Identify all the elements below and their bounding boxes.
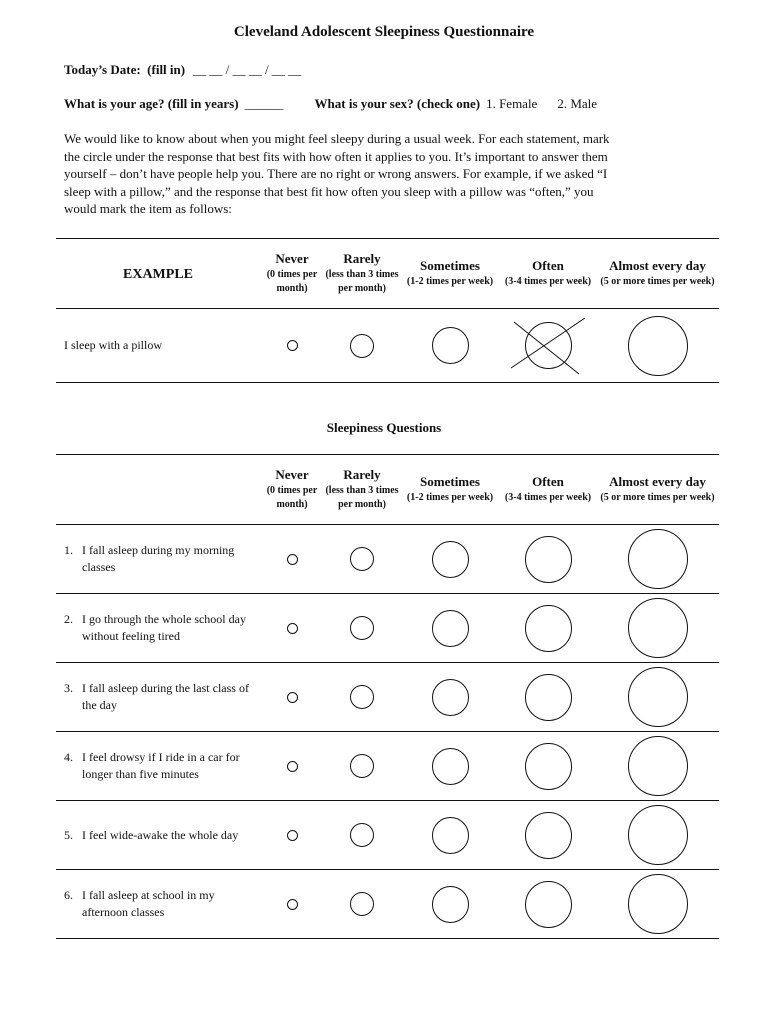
question-text [56, 801, 260, 870]
response-circle-rarely[interactable] [350, 616, 374, 640]
section-title: Sleepiness Questions [326, 420, 442, 435]
instructions-line: yourself – don’t have people help you. There are no right or wrong answers. For example, if we asked “I [64, 166, 608, 181]
response-circle-sometimes[interactable] [432, 541, 469, 578]
question-text [56, 870, 260, 939]
instructions-paragraph [64, 130, 714, 218]
response-circle-almost-every-day[interactable] [628, 736, 688, 796]
response-circle-never[interactable] [287, 623, 298, 634]
questionnaire-title: Cleveland Adolescent Sleepiness Questionnaire [233, 24, 535, 40]
response-circle-never[interactable] [287, 899, 298, 910]
column-header-never: Never (0 times per month) [266, 467, 318, 510]
example-statement: I sleep with a pillow [64, 338, 162, 352]
question-statement: I feel drowsy if I ride in a car for longer than five minutes [82, 750, 240, 781]
question-number: 3. [64, 681, 73, 695]
question-statement: I fall asleep during my morning classes [82, 543, 235, 574]
response-circle-rarely[interactable] [350, 754, 374, 778]
response-circle-almost-every-day[interactable] [628, 874, 688, 934]
response-circle-almost-every-day[interactable] [628, 805, 688, 865]
column-header-almost-every-day: Almost every day (5 or more times per week) [600, 258, 715, 287]
response-circle-sometimes[interactable] [432, 748, 469, 785]
date-line [64, 62, 301, 78]
response-circle-often[interactable] [525, 743, 572, 790]
response-circle-never[interactable] [287, 692, 298, 703]
response-circle-almost-every-day[interactable] [628, 667, 688, 727]
response-circle-often[interactable] [525, 812, 572, 859]
question-row [56, 732, 719, 801]
question-number: 6. [64, 888, 73, 902]
blank-header-cell [56, 455, 260, 525]
question-text [56, 663, 260, 732]
response-circle-often-marked[interactable] [525, 322, 572, 369]
instructions-line: sleep with a pillow,” and the response that best fit how often you sleep with a pillow was “often,” you [64, 183, 594, 199]
instructions-line: the circle under the response that best fits with how often it applies to you. It’s important to answer them [64, 148, 608, 164]
example-table [56, 238, 719, 383]
response-circle-often[interactable] [525, 881, 572, 928]
column-header-sometimes: Sometimes (1-2 times per week) [406, 258, 494, 287]
response-circle-almost-every-day[interactable] [628, 529, 688, 589]
response-circle-never[interactable] [287, 554, 298, 565]
example-row [56, 309, 719, 383]
sex-option-female[interactable]: 1. Female [486, 96, 538, 111]
response-circle-often[interactable] [525, 674, 572, 721]
column-header-almost-every-day: Almost every day (5 or more times per week) [600, 474, 715, 503]
example-header-cell [56, 239, 260, 309]
question-row [56, 594, 719, 663]
questions-header-row [56, 455, 719, 525]
sex-option-male[interactable]: 2. Male [557, 96, 598, 111]
instructions-line: We would like to know about when you might feel sleepy during a usual week. For each statement, mark [64, 131, 610, 146]
question-number: 4. [64, 750, 73, 764]
response-circle-rarely[interactable] [350, 334, 374, 358]
column-header-rarely: Rarely (less than 3 times per month) [325, 467, 399, 510]
sex-label: What is your sex? (check one) [314, 96, 481, 111]
response-circle-sometimes[interactable] [432, 817, 469, 854]
question-statement: I go through the whole school day without feeling tired [82, 612, 246, 643]
response-circle-never[interactable] [287, 340, 298, 351]
response-circle-never[interactable] [287, 830, 298, 841]
example-label: EXAMPLE [123, 266, 193, 282]
age-label: What is your age? (fill in years) [64, 96, 239, 111]
response-circle-often[interactable] [525, 536, 572, 583]
question-number: 1. [64, 543, 73, 557]
response-circle-sometimes[interactable] [432, 679, 469, 716]
response-circle-rarely[interactable] [350, 823, 374, 847]
question-number: 2. [64, 612, 73, 626]
example-header-row [56, 239, 719, 309]
question-row [56, 525, 719, 594]
question-statement: I feel wide-awake the whole day [82, 827, 239, 842]
response-circle-sometimes[interactable] [432, 886, 469, 923]
question-number: 5. [64, 827, 73, 842]
response-circle-almost-every-day[interactable] [628, 316, 688, 376]
response-circle-rarely[interactable] [350, 892, 374, 916]
question-row [56, 663, 719, 732]
response-circle-rarely[interactable] [350, 685, 374, 709]
column-header-often: Often (3-4 times per week) [504, 474, 592, 503]
date-label: Today’s Date: (fill in) [64, 62, 186, 77]
column-header-never: Never (0 times per month) [266, 251, 318, 294]
question-row [56, 801, 719, 870]
question-text [56, 732, 260, 801]
question-text [56, 594, 260, 663]
response-circle-never[interactable] [287, 761, 298, 772]
age-sex-line [64, 96, 597, 112]
question-statement: I fall asleep during the last class of the day [82, 681, 249, 712]
question-text [56, 525, 260, 594]
question-row [56, 870, 719, 939]
column-header-sometimes: Sometimes (1-2 times per week) [406, 474, 494, 503]
response-circle-rarely[interactable] [350, 547, 374, 571]
instructions-line: would mark the item as follows: [64, 201, 232, 216]
questions-table [56, 454, 719, 939]
age-field[interactable]: ______ [244, 96, 284, 111]
response-circle-often[interactable] [525, 605, 572, 652]
response-circle-almost-every-day[interactable] [628, 598, 688, 658]
x-mark-icon [511, 316, 586, 376]
response-circle-sometimes[interactable] [432, 610, 469, 647]
column-header-rarely: Rarely (less than 3 times per month) [325, 251, 399, 294]
response-circle-sometimes[interactable] [432, 327, 469, 364]
question-statement: I fall asleep at school in my afternoon classes [82, 888, 215, 919]
date-field[interactable]: __ __ / __ __ / __ __ [193, 62, 302, 77]
column-header-often: Often (3-4 times per week) [504, 258, 592, 287]
